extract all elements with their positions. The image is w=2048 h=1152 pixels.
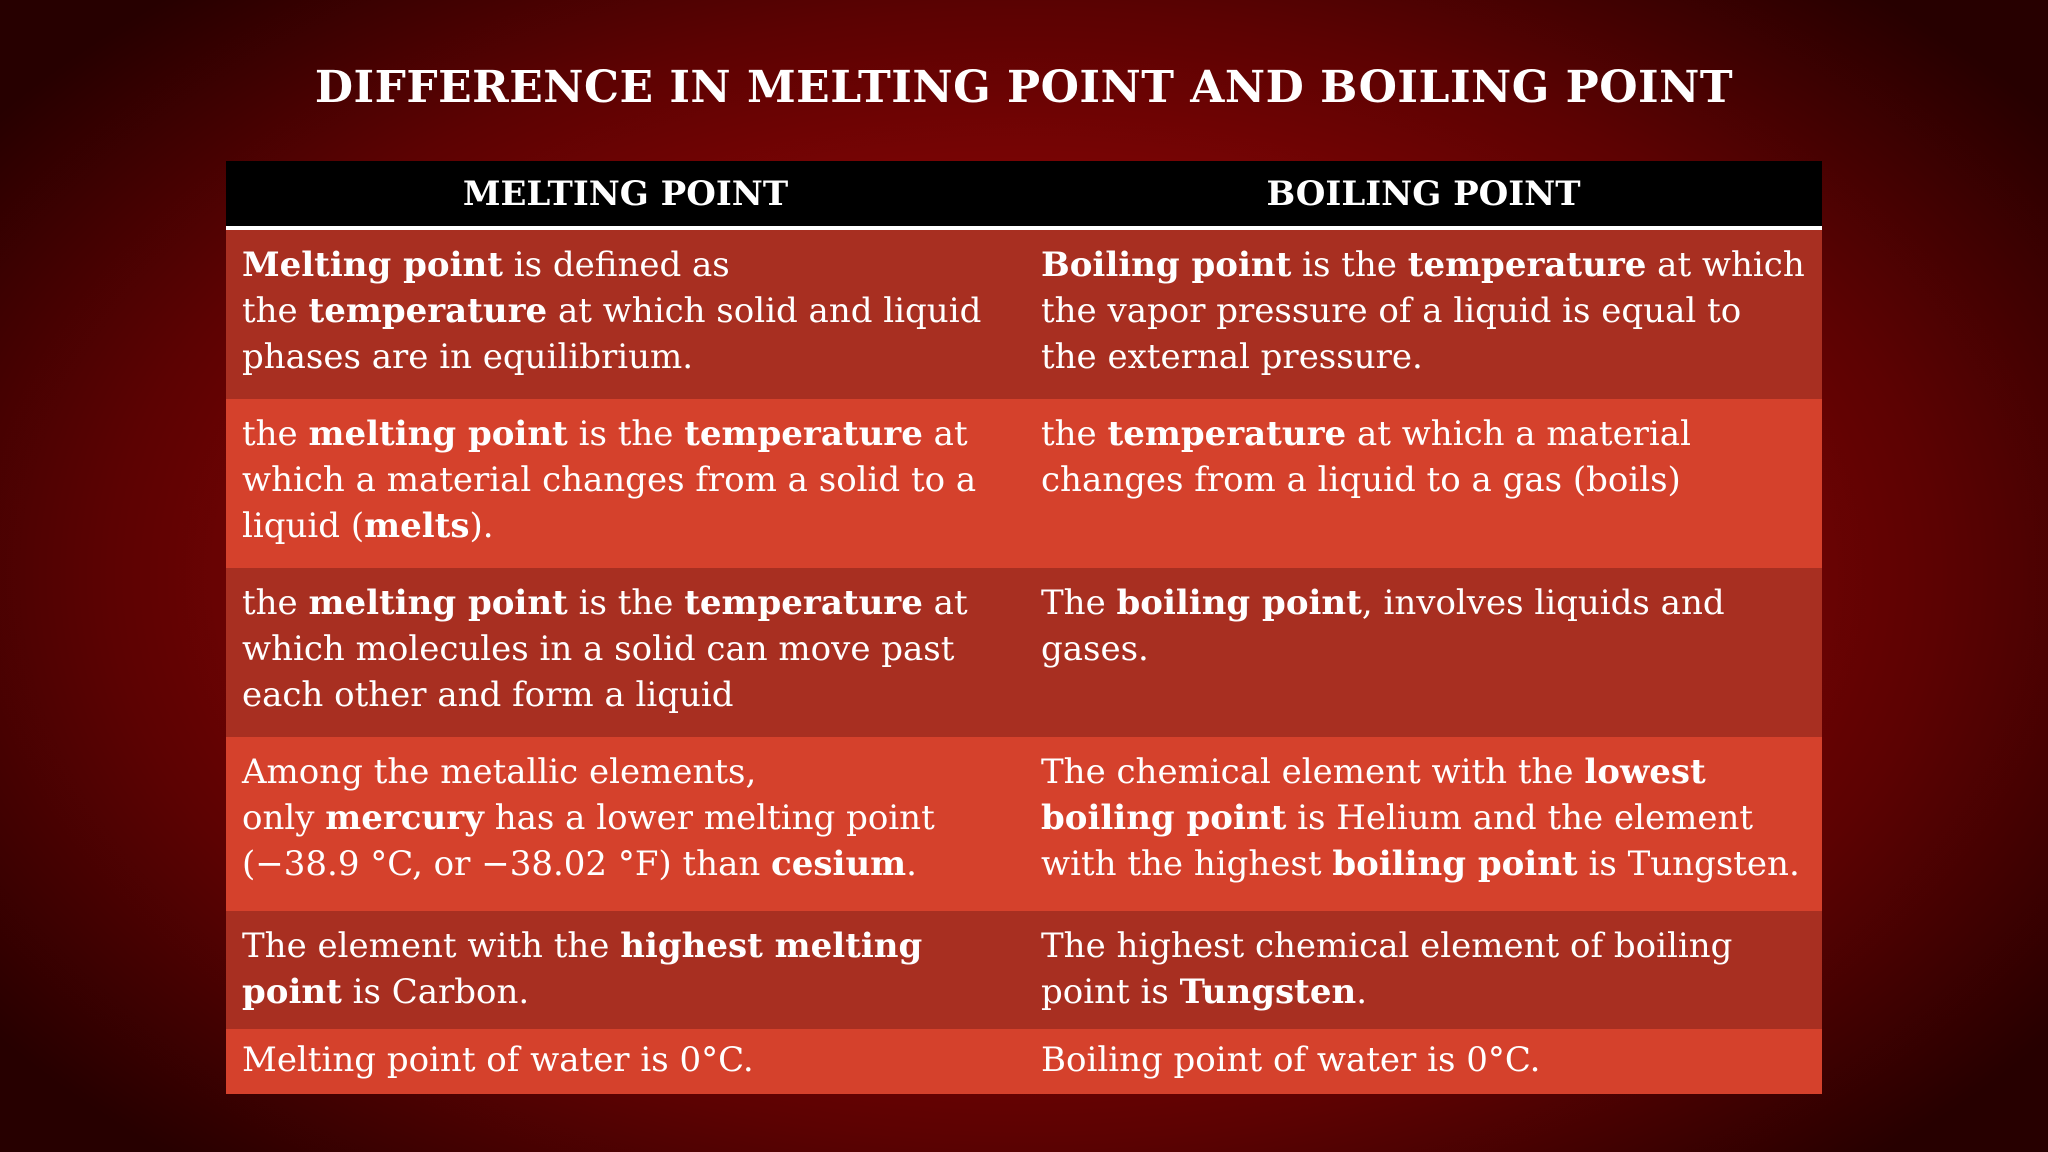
table-row bbox=[226, 228, 1822, 399]
table-row bbox=[226, 737, 1822, 911]
boiling-cell: the temperature at which a material changes from a liquid to a gas (boils) bbox=[1025, 399, 1822, 568]
emphasis-text: cesium bbox=[771, 844, 907, 884]
emphasis-text: melts bbox=[364, 506, 470, 546]
emphasis-text: Boiling point bbox=[1041, 245, 1292, 285]
emphasis-text: lowest boiling point bbox=[1041, 752, 1706, 838]
header-melting-point: MELTING POINT bbox=[226, 161, 1025, 228]
emphasis-text: temperature bbox=[1407, 245, 1647, 285]
emphasis-text: highest melting point bbox=[242, 926, 923, 1012]
comparison-table bbox=[226, 161, 1822, 1094]
table-row bbox=[226, 399, 1822, 568]
melting-cell: Melting point is defined as the temperature at which solid and liquid phases are in equilibrium. bbox=[226, 228, 1025, 399]
melting-cell: the melting point is the temperature at which a material changes from a solid to a liquid (melts). bbox=[226, 399, 1025, 568]
slide-title: DIFFERENCE IN MELTING POINT AND BOILING POINT bbox=[314, 62, 1734, 113]
emphasis-text: melting point bbox=[308, 583, 568, 623]
emphasis-text: mercury bbox=[325, 798, 484, 838]
boiling-cell: The chemical element with the lowest boiling point is Helium and the element with the highest boiling point is Tungsten. bbox=[1025, 737, 1822, 911]
emphasis-text: Tungsten bbox=[1179, 972, 1357, 1012]
table-row bbox=[226, 911, 1822, 1029]
emphasis-text: temperature bbox=[308, 291, 548, 331]
boiling-cell: Boiling point is the temperature at which the vapor pressure of a liquid is equal to the external pressure. bbox=[1025, 228, 1822, 399]
emphasis-text: temperature bbox=[684, 583, 923, 623]
emphasis-text: temperature bbox=[684, 414, 923, 454]
boiling-cell: Boiling point of water is 0°C. bbox=[1025, 1029, 1822, 1094]
melting-cell: the melting point is the temperature at which molecules in a solid can move past each other and form a liquid bbox=[226, 568, 1025, 737]
melting-cell: Melting point of water is 0°C. bbox=[226, 1029, 1025, 1094]
boiling-cell: The boiling point, involves liquids and gases. bbox=[1025, 568, 1822, 737]
table-header-row bbox=[226, 161, 1822, 228]
emphasis-text: temperature bbox=[1107, 414, 1347, 454]
boiling-cell: The highest chemical element of boiling point is Tungsten. bbox=[1025, 911, 1822, 1029]
header-boiling-point: BOILING POINT bbox=[1025, 161, 1822, 228]
table-row bbox=[226, 568, 1822, 737]
table-row bbox=[226, 1029, 1822, 1094]
emphasis-text: boiling point bbox=[1332, 844, 1578, 884]
melting-cell: The element with the highest melting point is Carbon. bbox=[226, 911, 1025, 1029]
melting-cell: Among the metallic elements, only mercury has a lower melting point (−38.9 °C, or −38.02 °F) than cesium. bbox=[226, 737, 1025, 911]
emphasis-text: boiling point bbox=[1116, 583, 1362, 623]
emphasis-text: Melting point bbox=[242, 245, 503, 285]
emphasis-text: melting point bbox=[308, 414, 568, 454]
